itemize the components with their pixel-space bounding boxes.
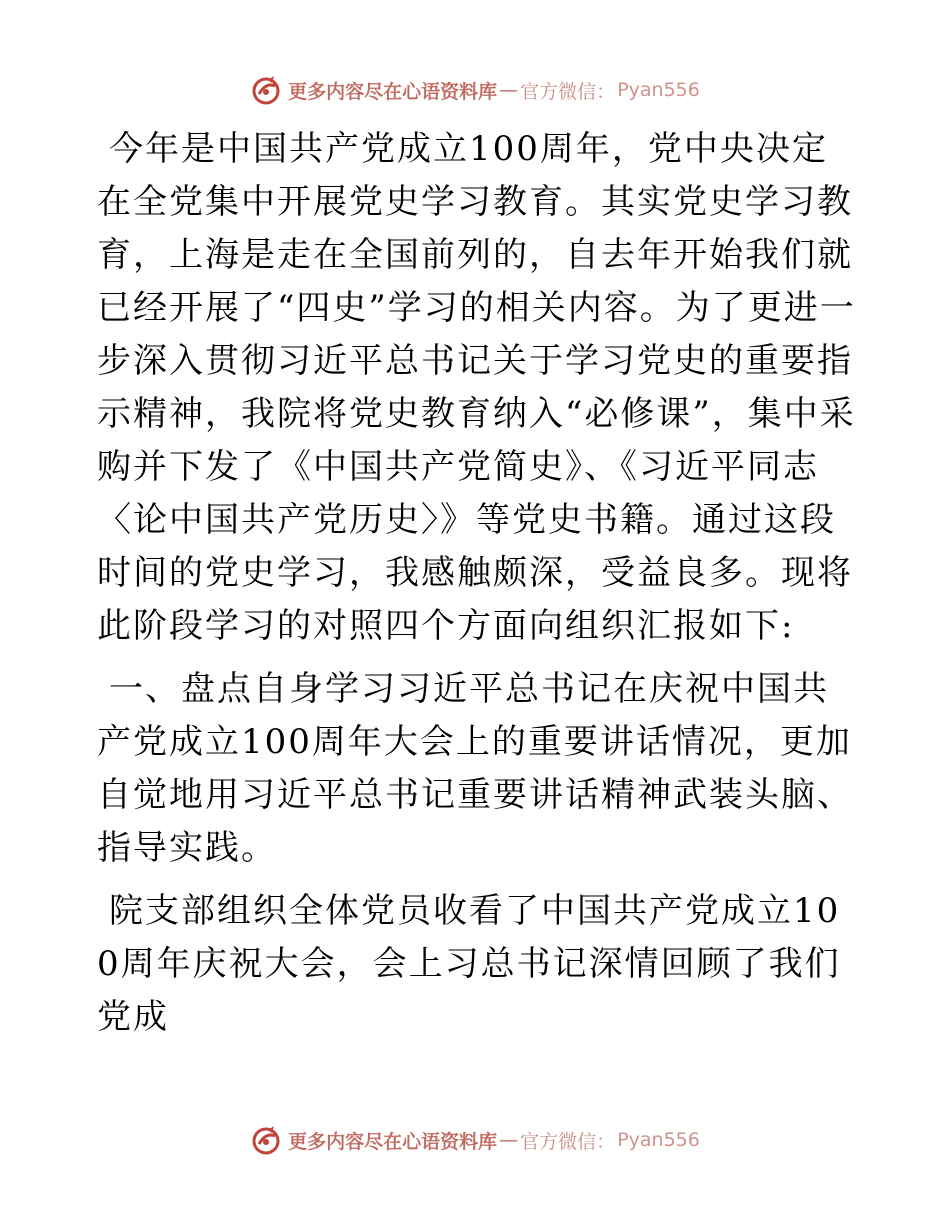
header-watermark	[0, 70, 950, 110]
paragraph-intro: 今年是中国共产党成立100周年，党中央决定在全党集中开展党史学习教育。其实党史学习教育，上海是走在全国前列的，自去年开始我们就已经开展了“四史”学习的相关内容。为了更进一步深入贯彻习近平总书记关于学习党史的重要指示精神，我院将党史教育纳入“必修课”，集中采购并下发了《中国共产党简史》、《习近平同志〈论中国共产党历史〉》等党史书籍。通过这段时间的党史学习，我感触颇深，受益良多。现将此阶段学习的对照四个方面向组织汇报如下:	[97, 129, 856, 646]
footer-watermark-official: 官方微信：	[520, 1130, 616, 1153]
header-watermark-separator: —	[499, 79, 519, 101]
header-watermark-official: 官方微信：	[520, 80, 616, 103]
footer-watermark-separator: —	[499, 1129, 519, 1151]
paragraph-section-one-body: 院支部组织全体党员收看了中国共产党成立100周年庆祝大会，会上习总书记深情回顾了我们党成	[97, 891, 841, 1037]
header-watermark-id: Pyan556	[617, 79, 700, 101]
footer-watermark-text: 更多内容尽在心语资料库	[288, 1130, 498, 1153]
logo-icon	[250, 1124, 282, 1156]
document-body	[97, 123, 857, 1044]
logo-icon	[250, 74, 282, 106]
paragraph-section-one: 一、盘点自身学习习近平总书记在庆祝中国共产党成立100周年大会上的重要讲话情况，更加自觉地用习近平总书记重要讲话精神武装头脑、指导实践。	[97, 669, 853, 868]
footer-watermark	[0, 1120, 950, 1160]
header-watermark-text: 更多内容尽在心语资料库	[288, 80, 498, 103]
footer-watermark-id: Pyan556	[617, 1129, 700, 1151]
